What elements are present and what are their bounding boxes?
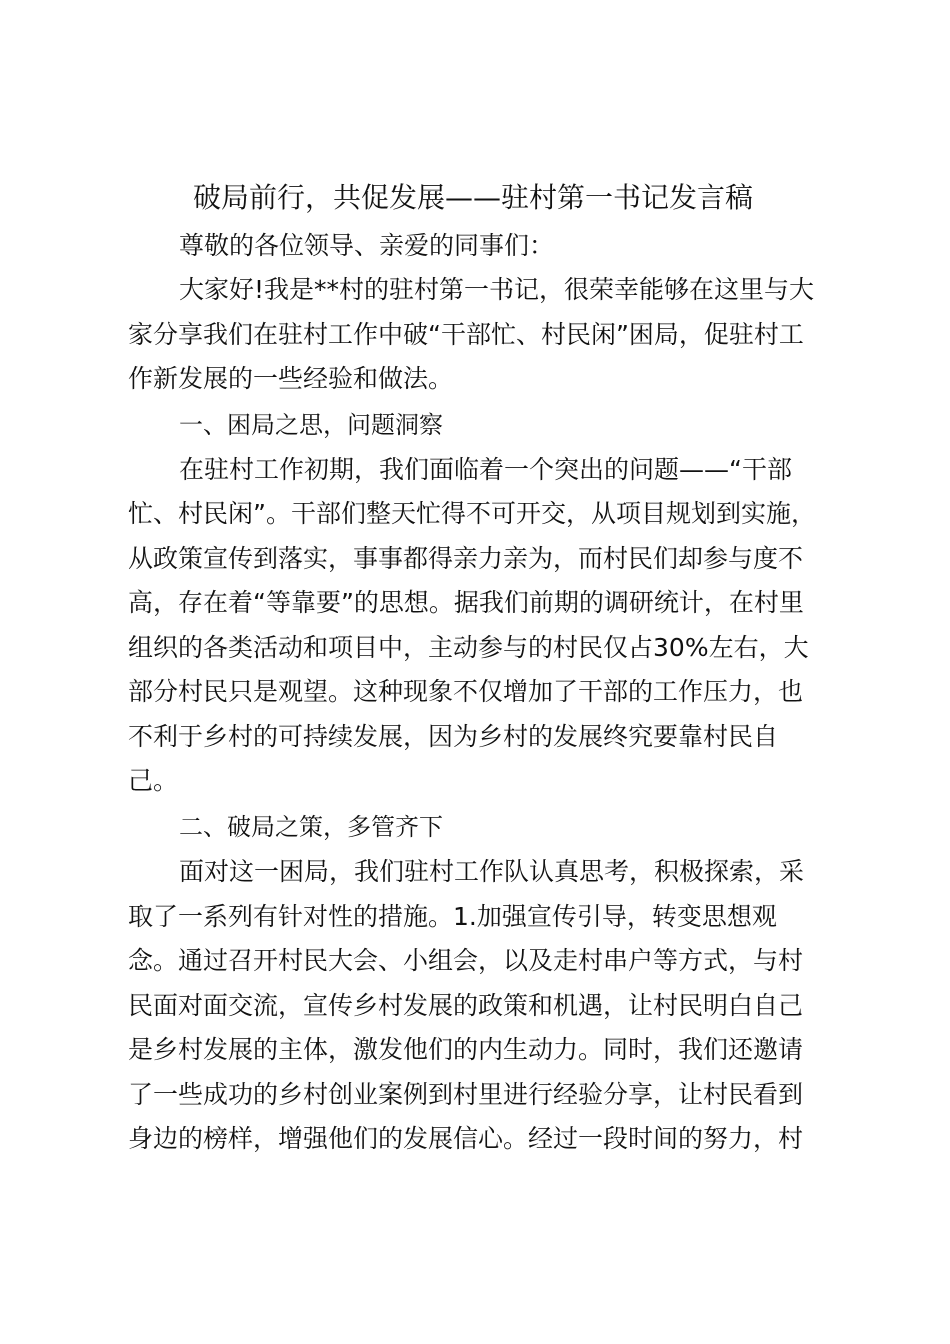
paragraph-line: 身边的榜样，增强他们的发展信心。经过一段时间的努力，村 [128,1124,804,1153]
section-heading: 二、破局之策，多管齐下 [179,813,443,841]
paragraph-line: 取了一系列有针对性的措施。1.加强宣传引导，转变思想观 [128,902,777,931]
paragraph-line: 在驻村工作初期，我们面临着一个突出的问题——“干部 [179,455,792,484]
paragraph-line: 念。通过召开村民大会、小组会，以及走村串户等方式，与村 [128,946,804,975]
paragraph-line: 面对这一困局，我们驻村工作队认真思考，积极探索，采 [179,857,805,886]
paragraph-line: 民面对面交流，宣传乡村发展的政策和机遇，让村民明白自己 [128,991,804,1020]
paragraph-line: 部分村民只是观望。这种现象不仅增加了干部的工作压力，也 [128,677,804,706]
paragraph-line: 从政策宣传到落实，事事都得亲力亲为，而村民们却参与度不 [128,544,804,573]
intro-line: 作新发展的一些经验和做法。 [128,364,454,393]
paragraph-line: 己。 [128,766,179,795]
section-heading: 一、困局之思，问题洞察 [179,411,443,439]
paragraph-line: 忙、村民闲”。干部们整天忙得不可开交，从项目规划到实施， [128,499,816,528]
paragraph-line: 是乡村发展的主体，激发他们的内生动力。同时，我们还邀请 [128,1035,804,1064]
paragraph-line: 了一些成功的乡村创业案例到村里进行经验分享，让村民看到 [128,1080,804,1109]
paragraph-line: 高，存在着“等靠要”的思想。据我们前期的调研统计，在村里 [128,588,804,617]
document-title: 破局前行，共促发展——驻村第一书记发言稿 [193,181,754,214]
intro-line: 家分享我们在驻村工作中破“干部忙、村民闲”困局，促驻村工 [128,320,804,349]
intro-line: 大家好!我是**村的驻村第一书记，很荣幸能够在这里与大 [179,275,815,304]
salutation: 尊敬的各位领导、亲爱的同事们： [179,231,555,260]
paragraph-line: 不利于乡村的可持续发展，因为乡村的发展终究要靠村民自 [128,722,779,751]
paragraph-line: 组织的各类活动和项目中，主动参与的村民仅占30%左右，大 [128,633,809,662]
